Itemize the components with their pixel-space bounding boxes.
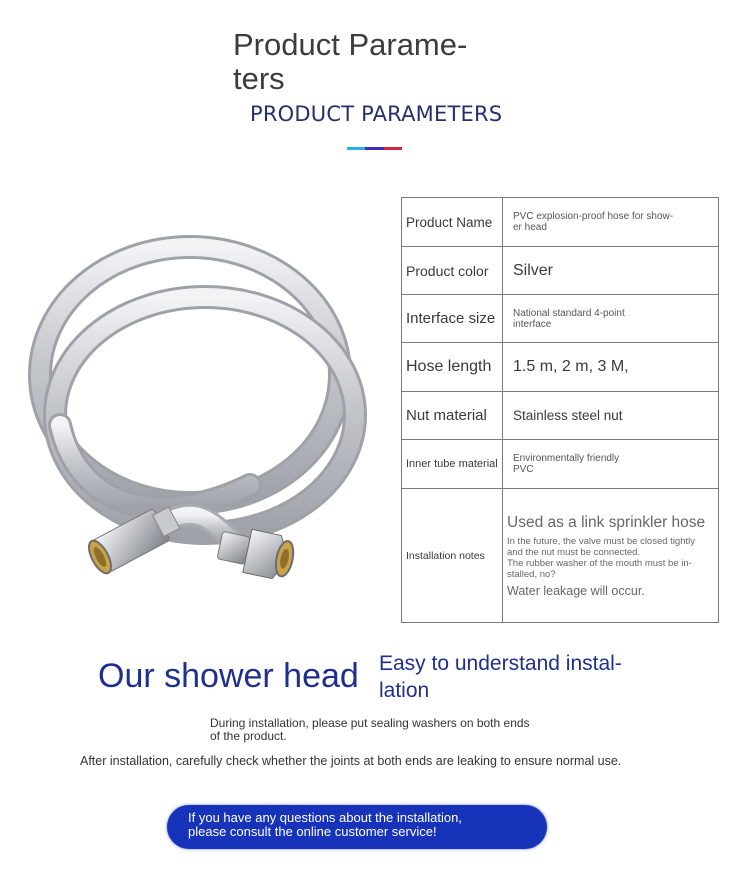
install-instruction-2: After installation, carefully check whether the joints at both ends are leaking to ensure normal use. — [80, 754, 622, 768]
customer-service-button[interactable] — [167, 805, 547, 849]
param-value — [503, 440, 719, 489]
table-row — [402, 198, 719, 247]
notes-end: Water leakage will occur. — [507, 583, 645, 598]
accent-divider-blue — [365, 147, 383, 150]
param-key: Product color — [402, 247, 503, 295]
table-row — [402, 247, 719, 295]
param-value-line: PVC explosion-proof hose for show- — [513, 211, 674, 222]
heading-line: Easy to understand instal- — [379, 652, 622, 675]
page-title — [233, 28, 513, 96]
param-key: Inner tube material — [402, 440, 503, 489]
notes-main: Used as a link sprinkler hose — [507, 513, 706, 531]
section-heading-right — [379, 650, 679, 704]
page-title-line-1: Product Parame- — [233, 27, 468, 62]
notes-line: The rubber washer of the mouth must be in- — [507, 557, 692, 569]
silver-shower-hose-icon — [20, 225, 380, 625]
notes-line: stalled, no? — [507, 568, 556, 580]
table-row — [402, 343, 719, 392]
table-row — [402, 440, 719, 489]
param-key: Product Name — [402, 198, 503, 247]
param-value-line: interface — [513, 318, 552, 330]
section-heading-left: Our shower head — [98, 657, 359, 695]
page-subtitle: PRODUCT PARAMETERS — [250, 102, 503, 126]
param-value-line: PVC — [513, 464, 534, 475]
param-key: Hose length — [402, 343, 503, 392]
paragraph-line: of the product. — [210, 729, 287, 743]
param-value-line: er head — [513, 222, 547, 233]
accent-divider — [347, 147, 402, 150]
accent-divider-cyan — [347, 147, 365, 150]
param-value — [503, 295, 719, 343]
heading-line: lation — [379, 679, 430, 702]
cta-line: please consult the online customer service! — [188, 824, 437, 839]
table-row — [402, 392, 719, 440]
accent-divider-red — [384, 147, 402, 150]
param-key: Nut material — [402, 392, 503, 440]
cta-line: If you have any questions about the installation, — [188, 810, 462, 825]
param-value — [503, 198, 719, 247]
table-row — [402, 489, 719, 623]
install-instruction-1 — [210, 717, 550, 743]
param-value-line: National standard 4-point — [513, 307, 625, 319]
param-value: 1.5 m, 2 m, 3 M, — [503, 343, 719, 392]
param-value — [503, 489, 719, 623]
param-value: Silver — [503, 247, 719, 295]
param-value: Stainless steel nut — [503, 392, 719, 440]
param-key: Installation notes — [402, 489, 503, 623]
notes-line: and the nut must be connected. — [507, 546, 641, 558]
parameter-table — [401, 197, 719, 623]
notes-line: In the future, the valve must be closed tightly — [507, 535, 695, 547]
param-value-line: Environmentally friendly — [513, 453, 620, 464]
paragraph-line: During installation, please put sealing washers on both ends — [210, 716, 530, 730]
table-row — [402, 295, 719, 343]
page-title-line-2: ters — [233, 61, 285, 96]
param-key: Interface size — [402, 295, 503, 343]
